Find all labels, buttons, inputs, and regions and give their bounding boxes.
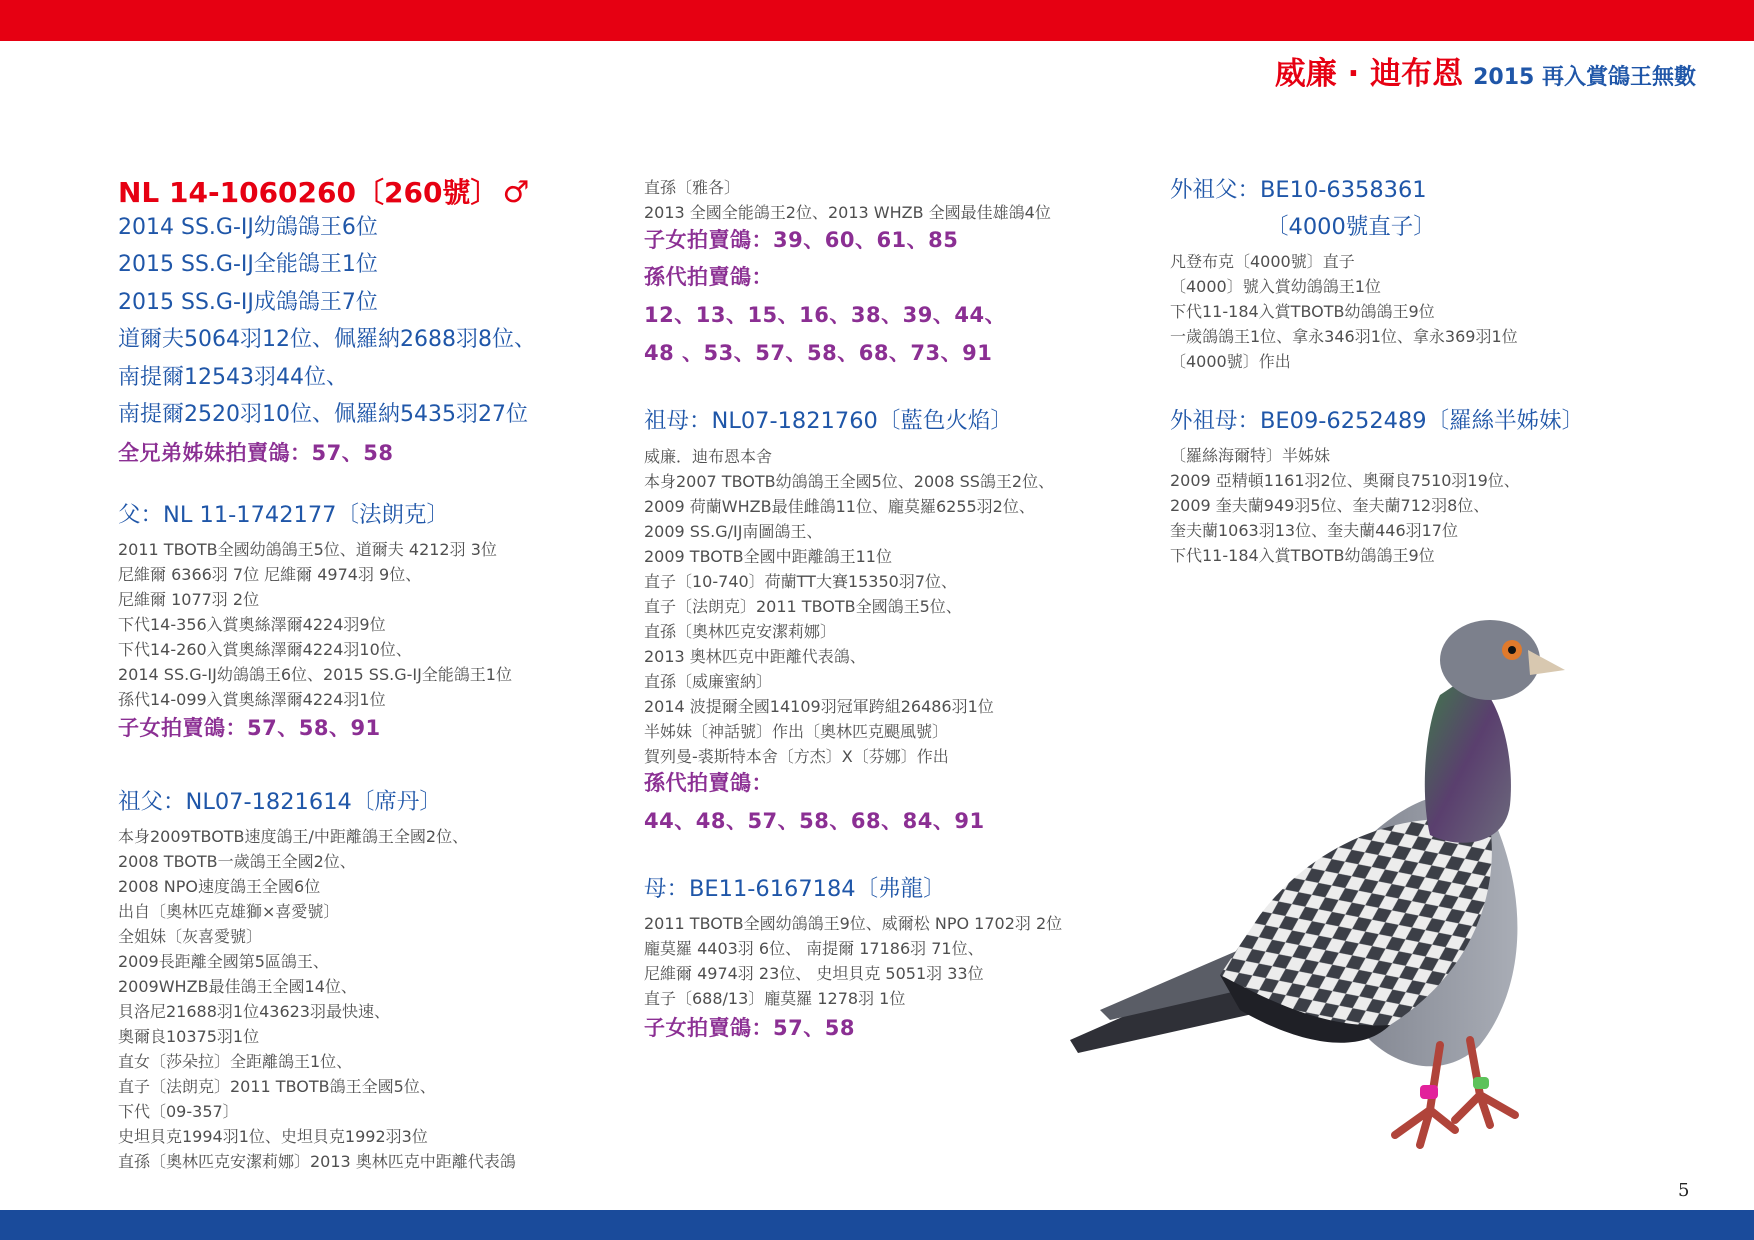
detail-line: 龐莫羅 4403羽 6位、 南提爾 17186羽 71位、: [644, 939, 984, 958]
header-brand: 威廉 · 迪布恩: [1274, 56, 1464, 92]
maternal-grandmother-heading: 外祖母：BE09-6252489〔羅絲半姊妹〕: [1170, 408, 1585, 434]
subject-ring-heading: [118, 174, 529, 212]
detail-line: 一歲鴿鴿王1位、拿永346羽1位、拿永369羽1位: [1170, 327, 1518, 346]
grandchild-jacob-details: [644, 175, 1051, 225]
subject-achievement: 南提爾12543羽44位、: [118, 365, 348, 390]
detail-line: 〔4000〕號入賞幼鴿鴿王1位: [1170, 277, 1381, 296]
detail-line: 出自〔奧林匹克雄獅×喜愛號〕: [118, 902, 340, 921]
detail-line: 下代11-184入賞TBOTB幼鴿鴿王9位: [1170, 302, 1435, 321]
page-header: [1275, 54, 1696, 99]
subject-ring: NL 14-1060260〔260號〕: [118, 176, 499, 209]
detail-line: 2009長距離全國第5區鴿王、: [118, 952, 329, 971]
detail-line: 2009 SS.G/IJ南圖鴿王、: [644, 522, 823, 541]
detail-line: 下代〔09-357〕: [118, 1102, 239, 1121]
detail-line: 本身2009TBOTB速度鴿王/中距離鴿王全國2位、: [118, 827, 469, 846]
grandmother-heading: 祖母：NL07-1821760〔藍色火焰〕: [644, 408, 1013, 434]
detail-line: 直女〔莎朵拉〕全距離鴿王1位、: [118, 1052, 353, 1071]
father-auction: 子女拍賣鴿：57、58、91: [118, 716, 381, 740]
maternal-grandfather-subheading: 〔4000號直子〕: [1266, 214, 1436, 240]
father-details: [118, 537, 512, 712]
detail-line: 全姐妹〔灰喜愛號〕: [118, 927, 263, 946]
detail-line: 本身2007 TBOTB幼鴿鴿王全國5位、2008 SS鴿王2位、: [644, 472, 1055, 491]
detail-line: 尼維爾 4974羽 23位、 史坦貝克 5051羽 33位: [644, 964, 984, 983]
children-auction: 子女拍賣鴿：39、60、61、85: [644, 228, 959, 252]
detail-line: 〔4000號〕作出: [1170, 352, 1291, 371]
detail-line: 2009 亞精頓1161羽2位、奧爾良7510羽19位、: [1170, 471, 1520, 490]
detail-line: 孫代14-099入賞奧絲澤爾4224羽1位: [118, 690, 386, 709]
detail-line: 2011 TBOTB全國幼鴿鴿王5位、道爾夫 4212羽 3位: [118, 540, 497, 559]
detail-line: 尼維爾 6366羽 7位 尼維爾 4974羽 9位、: [118, 565, 422, 584]
detail-line: 奎夫蘭1063羽13位、奎夫蘭446羽17位: [1170, 521, 1458, 540]
grandmother-grandchildren-values: 44、48、57、58、68、84、91: [644, 809, 985, 833]
maternal-grandfather-details: [1170, 249, 1518, 374]
detail-line: 貝洛尼21688羽1位43623羽最快速、: [118, 1002, 390, 1021]
detail-line: 奧爾良10375羽1位: [118, 1027, 260, 1046]
grandchildren-auction-values: 12、13、15、16、38、39、44、: [644, 303, 1007, 327]
detail-line: 直孫〔奧林匹克安潔莉娜〕2013 奧林匹克中距離代表鴿: [118, 1152, 516, 1171]
pigeon-photo: [1060, 615, 1640, 1175]
grandchildren-auction-values: 48 、53、57、58、68、73、91: [644, 341, 993, 365]
detail-line: 直孫〔雅各〕: [644, 178, 741, 197]
grandfather-heading: 祖父：NL07-1821614〔席丹〕: [118, 789, 442, 815]
subject-achievement: 南提爾2520羽10位、佩羅納5435羽27位: [118, 402, 528, 427]
subject-achievement: 道爾夫5064羽12位、佩羅納2688羽8位、: [118, 327, 536, 352]
page-number: 5: [1678, 1180, 1690, 1201]
header-subtitle: 2015 再入賞鴿王無數: [1473, 65, 1696, 90]
detail-line: 直子〔法朗克〕2011 TBOTB鴿王全國5位、: [118, 1077, 436, 1096]
detail-line: 直孫〔奧林匹克安潔莉娜〕: [644, 622, 837, 641]
detail-line: 直孫〔威廉蜜納〕: [644, 672, 773, 691]
detail-line: 史坦貝克1994羽1位、史坦貝克1992羽3位: [118, 1127, 428, 1146]
bottom-blue-band: [0, 1210, 1754, 1240]
grandmother-grandchildren-label: 孫代拍賣鴿：: [644, 771, 773, 795]
detail-line: 2009WHZB最佳鴿王全國14位、: [118, 977, 357, 996]
subject-achievement: 2014 SS.G-IJ幼鴿鴿王6位: [118, 215, 378, 240]
subject-achievement: 2015 SS.G-IJ成鴿鴿王7位: [118, 290, 378, 315]
detail-line: 2009 奎夫蘭949羽5位、奎夫蘭712羽8位、: [1170, 496, 1490, 515]
grandchildren-auction-label: 孫代拍賣鴿：: [644, 265, 773, 289]
mother-auction: 子女拍賣鴿：57、58: [644, 1016, 855, 1040]
detail-line: 半姊妹〔神話號〕作出〔奧林匹克颶風號〕: [644, 722, 949, 741]
mother-heading: 母：BE11-6167184〔弗龍〕: [644, 876, 946, 902]
siblings-auction: 全兄弟姊妹拍賣鴿：57、58: [118, 441, 394, 465]
detail-line: 直子〔10-740〕荷蘭TT大賽15350羽7位、: [644, 572, 958, 591]
detail-line: 〔羅絲海爾特〕半姊妹: [1170, 446, 1331, 465]
subject-achievement: 2015 SS.G-IJ全能鴿王1位: [118, 252, 378, 277]
detail-line: 2014 波提爾全國14109羽冠軍跨組26486羽1位: [644, 697, 994, 716]
detail-line: 直子〔688/13〕龐莫羅 1278羽 1位: [644, 989, 906, 1008]
mother-details: [644, 911, 1062, 1011]
detail-line: 2013 全國全能鴿王2位、2013 WHZB 全國最佳雄鴿4位: [644, 203, 1051, 222]
father-heading: 父：NL 11-1742177〔法朗克〕: [118, 502, 449, 528]
detail-line: 2008 TBOTB一歲鴿王全國2位、: [118, 852, 356, 871]
detail-line: 2008 NPO速度鴿王全國6位: [118, 877, 321, 896]
detail-line: 凡登布克〔4000號〕直子: [1170, 252, 1355, 271]
detail-line: 2014 SS.G-IJ幼鴿鴿王6位、2015 SS.G-IJ全能鴿王1位: [118, 665, 512, 684]
grandfather-details: [118, 824, 516, 1174]
male-symbol-icon: ♂: [502, 175, 530, 210]
detail-line: 2009 TBOTB全國中距離鴿王11位: [644, 547, 892, 566]
grandmother-details: [644, 444, 1054, 769]
detail-line: 尼維爾 1077羽 2位: [118, 590, 260, 609]
detail-line: 下代11-184入賞TBOTB幼鴿鴿王9位: [1170, 546, 1435, 565]
detail-line: 賀列曼-裘斯特本舍〔方杰〕X〔芬娜〕作出: [644, 747, 949, 766]
detail-line: 2009 荷蘭WHZB最佳雌鴿11位、龐莫羅6255羽2位、: [644, 497, 1035, 516]
maternal-grandfather-heading: 外祖父：BE10-6358361: [1170, 177, 1427, 203]
detail-line: 2013 奧林匹克中距離代表鴿、: [644, 647, 866, 666]
detail-line: 2011 TBOTB全國幼鴿鴿王9位、威爾松 NPO 1702羽 2位: [644, 914, 1063, 933]
detail-line: 直子〔法朗克〕2011 TBOTB全國鴿王5位、: [644, 597, 962, 616]
detail-line: 威廉．迪布恩本舍: [644, 447, 773, 466]
top-red-band: [0, 0, 1754, 41]
maternal-grandmother-details: [1170, 443, 1520, 568]
detail-line: 下代14-260入賞奧絲澤爾4224羽10位、: [118, 640, 412, 659]
detail-line: 下代14-356入賞奧絲澤爾4224羽9位: [118, 615, 386, 634]
